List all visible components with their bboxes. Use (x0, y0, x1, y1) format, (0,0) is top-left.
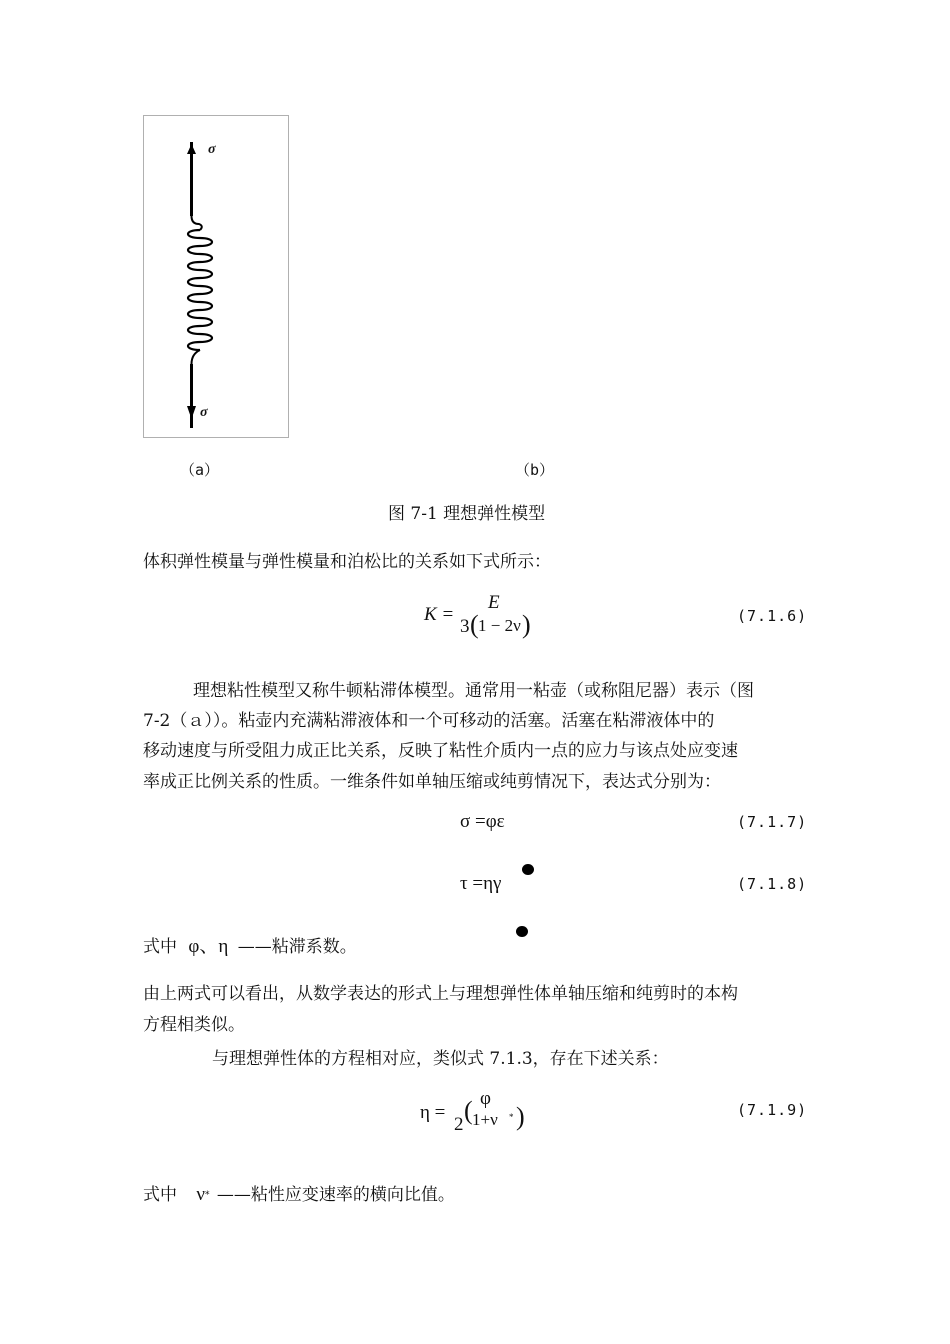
def2-star: * (205, 1190, 210, 1201)
definition-poisson-rate (143, 1180, 455, 1211)
sigma-bottom-label: σ (200, 405, 208, 420)
eq716-den-body: 1 − 2ν (478, 616, 521, 635)
equation-7-1-6 (424, 592, 574, 648)
eq716-lhs: K = (424, 604, 455, 625)
eq719-number: (7.1.9) (737, 1101, 808, 1119)
eq716-numerator: E (488, 592, 500, 613)
eq719-numerator: φ (480, 1088, 491, 1109)
paragraph-viscous-line-3: 移动速度与所受阻力成正比关系，反映了粘性介质内一点的应力与该点处应变速 (143, 741, 738, 761)
eq716-number: (7.1.6) (737, 607, 808, 625)
def1-prefix: 式中 (143, 937, 177, 957)
equation-7-1-9 (420, 1088, 570, 1144)
def2-symbol: ν (196, 1184, 205, 1205)
figure-caption: 图 7-1 理想弹性模型 (388, 504, 546, 524)
figure-a-frame (143, 115, 289, 438)
eq719-den-body: 1+ν (472, 1110, 498, 1129)
derivative-dot-mark (522, 864, 534, 875)
sigma-top-label: σ (208, 142, 216, 157)
eq718-number: (7.1.8) (737, 875, 808, 893)
derivative-dot-mark-2 (516, 926, 528, 937)
eq716-den-coef: 3 (460, 616, 470, 637)
def2-prefix: 式中 (143, 1185, 177, 1205)
definition-viscosity (143, 932, 357, 962)
paragraph-viscous-line-2: 7-2（ａ））。粘壶内充满粘滞液体和一个可移动的活塞。活塞在粘滞液体中的 (143, 711, 715, 731)
paragraph-bulk-modulus: 体积弹性模量与弹性模量和泊松比的关系如下式所示： (143, 552, 551, 572)
eq717-number: (7.1.7) (737, 813, 808, 831)
def2-text: ——粘性应变速率的横向比值。 (216, 1185, 455, 1205)
eq719-den-star: * (509, 1112, 514, 1122)
eq719-den-open: ( (464, 1096, 473, 1125)
def1-symbols: φ、η (188, 936, 229, 957)
paragraph-comparison-line-1: 由上两式可以看出，从数学表达的形式上与理想弹性体单轴压缩和纯剪时的本构 (143, 984, 738, 1004)
spring-diagram (144, 116, 288, 437)
eq719-lhs: η = (420, 1102, 446, 1123)
paragraph-analogy: 与理想弹性体的方程相对应，类似式 7.1.3，存在下述关系： (212, 1049, 669, 1069)
paragraph-viscous-line-1: 理想粘性模型又称牛顿粘滞体模型。通常用一粘壶（或称阻尼器）表示（图 (193, 681, 754, 701)
equation-7-1-7: σ =φε (460, 811, 505, 832)
eq719-den-coef: 2 (454, 1114, 464, 1135)
eq716-den-close: ) (522, 610, 531, 639)
equation-7-1-8: τ =ηγ (460, 873, 502, 894)
paragraph-comparison-line-2: 方程相类似。 (143, 1015, 245, 1035)
figure-label-a: （a） (180, 461, 220, 479)
eq719-den-close: ) (516, 1102, 525, 1131)
eq716-den-open: ( (470, 610, 479, 639)
def1-text: ——粘滞系数。 (237, 937, 357, 957)
figure-label-b: （b） (515, 461, 555, 479)
paragraph-viscous-line-4: 率成正比例关系的性质。一维条件如单轴压缩或纯剪情况下，表达式分别为： (143, 772, 721, 792)
